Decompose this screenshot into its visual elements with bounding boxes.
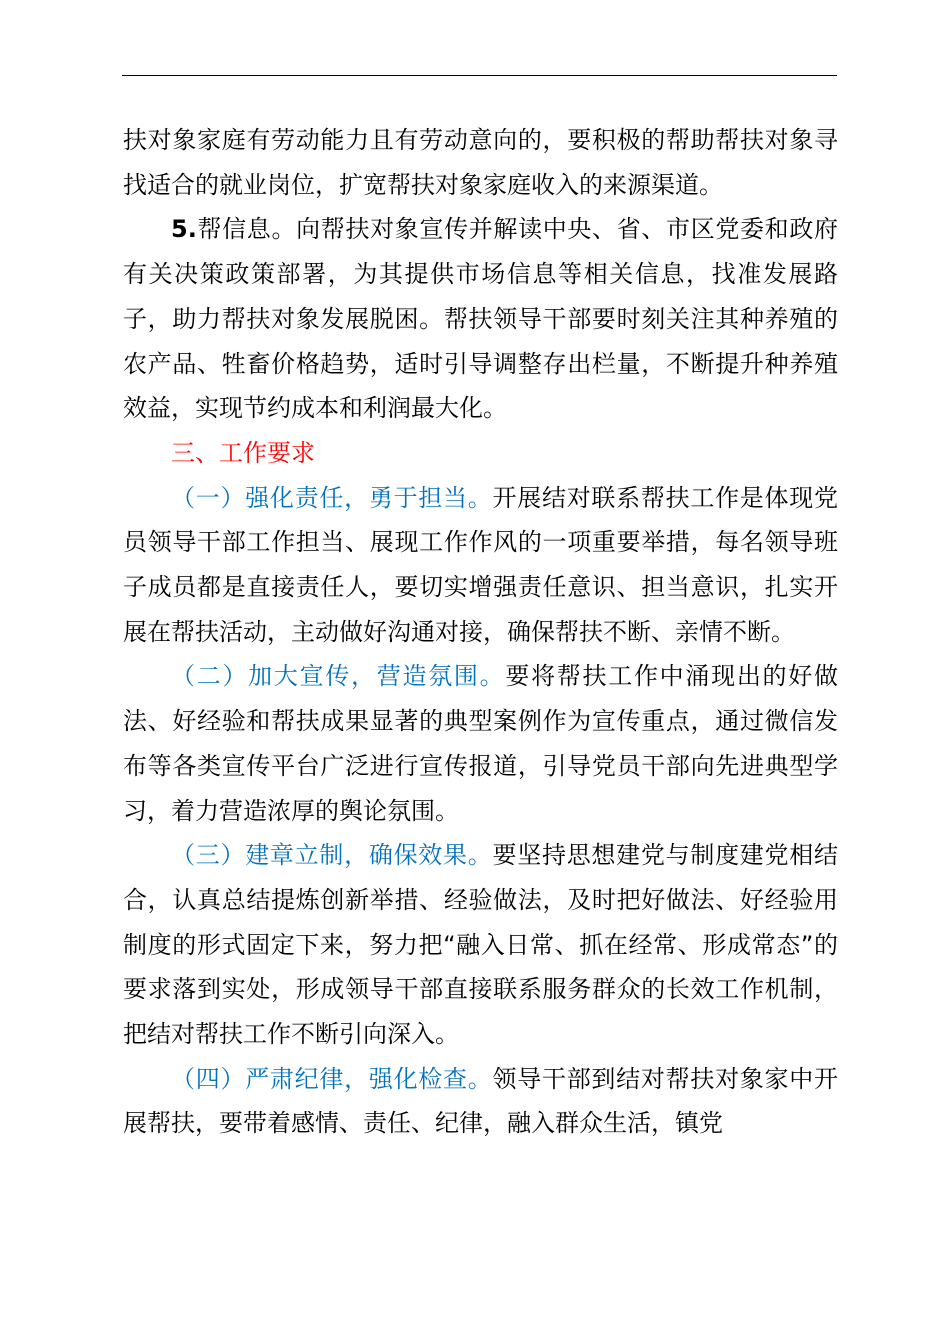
- subheading-4: （四）严肃纪律，强化检查。: [171, 1064, 493, 1093]
- subheading-1: （一）强化责任，勇于担当。: [171, 483, 493, 512]
- subheading-2: （二）加大宣传，营造氛围。: [171, 662, 506, 691]
- requirement-2-text: 要将帮扶工作中涌现出的好做法、好经验和帮扶成果显著的典型案例作为宣传重点，通过微信发布等各类宣传平台广泛进行宣传报道，引导党员干部向先进典型学习，着力营造浓厚的舆论氛围。: [123, 662, 838, 825]
- paragraph-requirement-3: [123, 833, 838, 1057]
- header-rule: [122, 75, 837, 76]
- paragraph-requirement-1: [123, 476, 838, 655]
- subheading-3: （三）建章立制，确保效果。: [171, 841, 493, 870]
- paragraph-requirement-2: [123, 654, 838, 833]
- paragraph-requirement-4: [123, 1057, 838, 1146]
- requirement-4-text: 领导干部到结对帮扶对象家中开展帮扶，要带着感情、责任、纪律，融入群众生活，镇党: [123, 1064, 838, 1138]
- document-body: [123, 118, 838, 1146]
- section-heading: 三、工作要求: [171, 438, 315, 467]
- paragraph-help-information: [123, 207, 838, 431]
- paragraph-continued: 扶对象家庭有劳动能力且有劳动意向的，要积极的帮助帮扶对象寻找适合的就业岗位，扩宽帮扶对象家庭收入的来源渠道。: [123, 126, 838, 199]
- requirement-1-text: 开展结对联系帮扶工作是体现党员领导干部工作担当、展现工作作风的一项重要举措，每名领导班子成员都是直接责任人，要切实增强责任意识、担当意识，扎实开展在帮扶活动，主动做好沟通对接，确保帮扶不断、亲情不断。: [123, 483, 838, 646]
- item-number: 5.: [171, 215, 197, 244]
- requirement-3-text: 要坚持思想建党与制度建党相结合，认真总结提炼创新举措、经验做法，及时把好做法、好经验用制度的形式固定下来，努力把“融入日常、抓在经常、形成常态”的要求落到实处，形成领导干部直接联系服务群众的长效工作机制，把结对帮扶工作不断引向深入。: [123, 841, 838, 1049]
- item-text: 帮信息。向帮扶对象宣传并解读中央、省、市区党委和政府有关决策政策部署，为其提供市场信息等相关信息，找准发展路子，助力帮扶对象发展脱困。帮扶领导干部要时刻关注其种养殖的农产品、牲畜价格趋势，适时引导调整存出栏量，不断提升种养殖效益，实现节约成本和利润最大化。: [123, 215, 838, 423]
